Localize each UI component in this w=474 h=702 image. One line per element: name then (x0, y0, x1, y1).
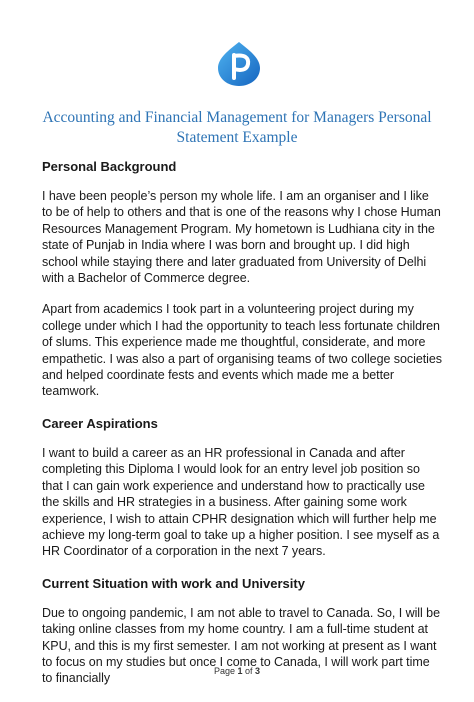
section-heading-personal-background: Personal Background (42, 159, 177, 174)
paragraph: I have been people’s person my whole life. I am an organiser and I like to be of help to others and that is one of the reasons why I chose Human Resources Management Program. My hometown is Ludhiana city in the state of Punjab in India where I was born and brought up. I did high school while staying there and later graduated from University of Delhi with a Bachelor of Commerce degree. (42, 189, 441, 286)
paragraph: I want to build a career as an HR professional in Canada and after completing this Diploma I would look for an entry level job position so that I can gain work experience and understand how to practically use the skills and HR strategies in a business. After gaining some work experience, I wish to attain CPHR designation which will further help me achieve my long-term goal to take up a higher position. I see myself as a HR Coordinator of a corporation in the next 7 years. (42, 445, 440, 559)
current-page-number: 1 (237, 666, 243, 676)
paragraph: Apart from academics I took part in a volunteering project during my college under which I had the opportunity to teach less fortunate children of slums. This experience made me thoughtful, considerate, and more empathetic. I was also a part of organising teams of two college societies and helped coordinate fests and events which made me a better teamwork. (42, 302, 442, 399)
total-pages-number: 3 (255, 666, 261, 676)
p-droplet-logo-icon (215, 40, 263, 88)
document-title (20, 108, 454, 148)
section-heading-career-aspirations: Career Aspirations (42, 415, 158, 431)
document-title-line-1: Accounting and Financial Management for Managers Personal (42, 109, 432, 126)
page-number-footer (0, 666, 474, 676)
paragraph: Due to ongoing pandemic, I am not able to travel to Canada. So, I will be taking online classes from my home country. I am a full-time student at KPU, and this is my first semester. I am not working at present as I want to focus on my studies but once I come to Canada, I will work part time to financially (42, 605, 440, 686)
section-heading-current-situation: Current Situation with work and University (42, 575, 305, 591)
of-label: of (245, 666, 253, 676)
document-title-line-2: Statement Example (176, 129, 298, 146)
page-label: Page (213, 666, 235, 676)
document-body (42, 158, 442, 702)
